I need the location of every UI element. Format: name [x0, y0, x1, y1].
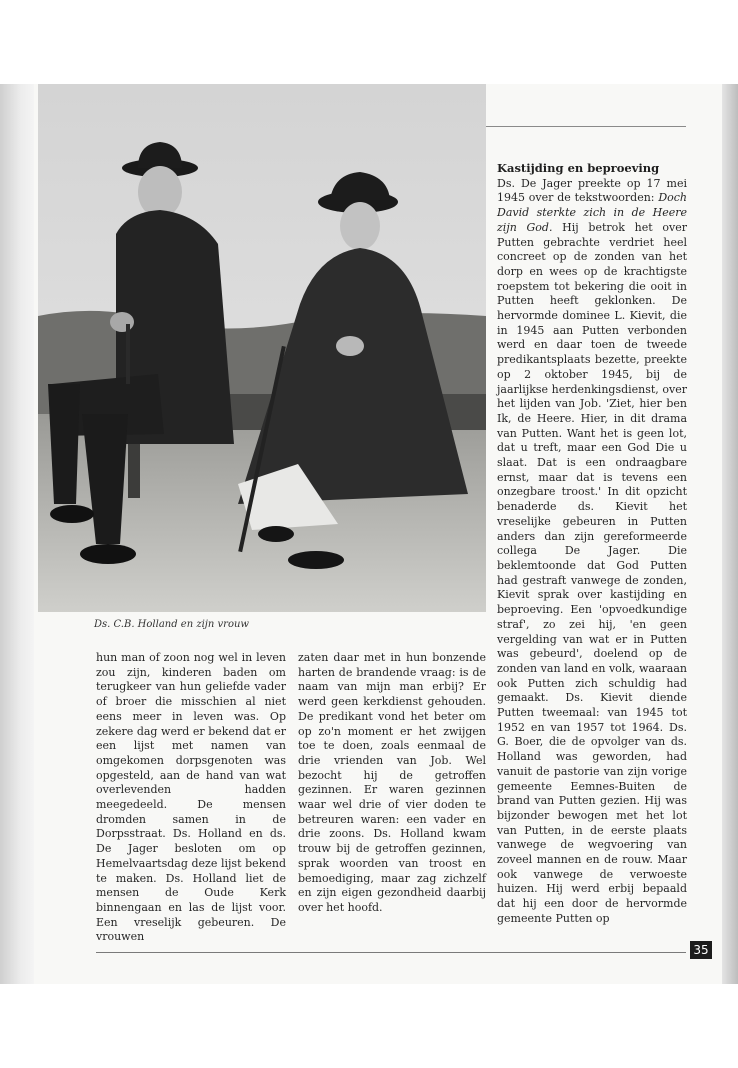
top-divider: [486, 126, 686, 127]
column-3-text: [497, 177, 687, 927]
page-edge: [722, 84, 738, 984]
column-2-text: zaten daar met in hun bonzende harten de brandende vraag: is de naam van mijn man erbij? Er werd geen kerkdienst gehouden. De predikant vond het beter om op zo'n moment er het zwijgen toe te doen, zoals eenmaal de drie vrienden van Job. Wel bezocht hij de getroffen gezinnen. Er waren gezinnen waar wel drie of vier doden te betreuren waren: een vader en drie zoons. Ds. Holland kwam trouw bij de getroffen gezinnen, sprak woorden van troost en bemoediging, maar zag zichzelf en zijn eigen gezondheid daarbij over het hoofd.: [298, 651, 486, 914]
page-number: 35: [690, 941, 712, 959]
photo-illustration: [38, 84, 486, 612]
article-column-3: [497, 161, 687, 927]
section-heading: Kastijding en beproeving: [497, 161, 660, 175]
article-column-1: [96, 651, 286, 945]
column-3-body: Hij betrok het over Putten gebrachte verdriet heel concreet op de zonden van het dorp en wees op de krachtigste roepstem tot bekering die ooit in Putten heeft geklonken. De hervormde dominee L. Kievit, die in 1945 aan Putten verbonden werd en daar toen de tweede predikantsplaats bezette, preekte op 2 oktober 1945, bij de jaarlijkse herdenkingsdienst, over het lijden van Job. 'Ziet, hier ben Ik, de Heere. Hier, in dit drama van Putten. Want het is geen lot, dat u treft, maar een God Die u slaat. Dat is een ondraagbare ernst, maar dat is tevens een onzegbare troost.' In dit opzicht benaderde ds. Kievit het vreselijke gebeuren in Putten anders dan zijn gereformeerde collega De Jager. Die beklemtoonde dat God Putten had gestraft vanwege de zonden, Kievit sprak over kastijding en beproeving. Een 'opvoedkundige straf', zo zei hij, 'en geen vergelding van wat er in Putten was gebeurd', doelend op de zonden van land en volk, waaraan ook Putten zich schuldig had gemaakt. Ds. Kievit diende Putten tweemaal: van 1945 tot 1952 en van 1957 tot 1964. Ds. G. Boer, die de opvolger van ds. Holland was geworden, had vanuit de pastorie van zijn vorige gemeente Eemnes-Buiten de brand van Putten gezien. Hij was bijzonder bewogen met het lot van Putten, in de eerste plaats vanwege de wegvoering van zoveel mannen en de rouw. Maar ook vanwege de verwoeste huizen. Hij werd erbij bepaald dat hij een door de hervormde gemeente Putten op: [497, 220, 687, 925]
bible-quote: Doch David sterkte zich in de Heere zijn God.: [497, 191, 687, 234]
photo-caption: Ds. C.B. Holland en zijn vrouw: [94, 619, 249, 630]
column-1-text: hun man of zoon nog wel in leven zou zijn, kinderen baden om terugkeer van hun geliefde vader of broer die misschien al niet eens meer in leven was. Op zekere dag werd er bekend dat er een lijst met namen van omgekomen dorpsgenoten was opgesteld, aan de hand van wat overlevenden hadden meegedeeld. De mensen dromden samen in de Dorpsstraat. Ds. Holland en ds. De Jager besloten om op Hemelvaartsdag deze lijst bekend te maken. Ds. Holland liet de mensen de Oude Kerk binnengaan en las de lijst voor. Een vreselijk gebeuren. De vrouwen: [96, 651, 286, 944]
historic-photo: [38, 84, 486, 612]
article-column-2: [298, 651, 486, 916]
column-3-intro: Ds. De Jager preekte op 17 mei 1945 over de tekstwoorden:: [497, 176, 687, 205]
footer-divider: [96, 952, 686, 953]
scan-shadow: [0, 84, 34, 984]
